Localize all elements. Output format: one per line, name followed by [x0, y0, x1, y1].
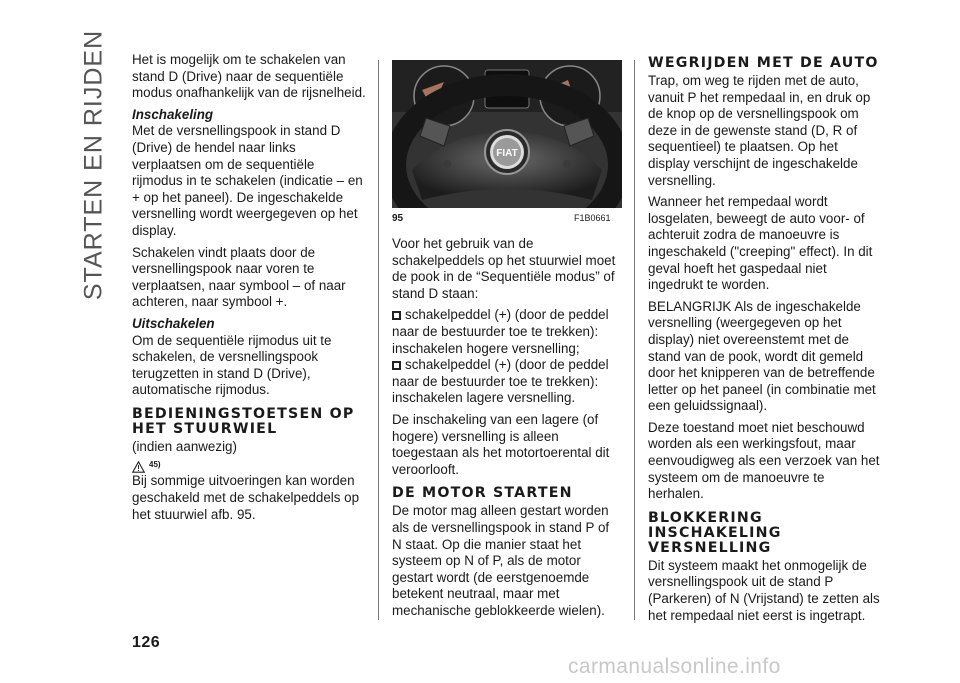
warning-reference [132, 455, 368, 473]
section-heading: BEDIENINGSTOETSEN OP HET STUURWIEL [132, 405, 355, 437]
column-divider [634, 60, 635, 620]
paragraph: Om de sequentiële rijmodus uit te schakelen, de versnellingspook terugzetten in stand D (Drive), automatische rijmodus. [132, 332, 332, 398]
paragraph: Trap, om weg te rijden met de auto, vanuit P het rempedaal in, en druk op de knop op de versnellingspook om deze in de gewenste stand (D, R of sequentieel) te plaatsen. Op het display verschijnt de ingeschakelde versnelling. [648, 73, 871, 188]
paragraph: Dit systeem maakt het onmogelijk de versnellingspook uit de stand P (Parkeren) of N (Vrijstand) te zetten als het rempedaal niet eerst is ingetrapt. [648, 557, 880, 623]
warning-ref-number: 45) [149, 459, 161, 469]
column-3 [648, 52, 880, 629]
steering-wheel-illustration [392, 60, 622, 208]
paragraph: Schakelen vindt plaats door de versnellingspook naar voren te verplaatsen, naar symbool – of naar achteren, naar symbool +. [132, 244, 346, 310]
bullet-icon [392, 311, 401, 320]
paragraph: Wanneer het rempedaal wordt losgelaten, beweegt de auto voor- of achteruit zodra de manoeuvre is ingeschakeld ("creeping" effect). In dit geval hoeft het gaspedaal niet ingedrukt te worden. [648, 194, 873, 293]
paragraph: BELANGRIJK Als de ingeschakelde versnelling (weergegeven op het display) niet overeenstemt met de stand van de pook, wordt dit gemeld door het knipperen van de betreffende letter op het paneel (in combinatie met een geluidssignaal). [648, 298, 876, 414]
watermark: carmanualsonline.info [568, 655, 781, 678]
page-number: 126 [132, 634, 161, 651]
section-heading: DE MOTOR STARTEN [392, 485, 573, 502]
paragraph: Voor het gebruik van de schakelpeddels op het stuurwiel moet de pook in de “Sequentiële modus” of stand D staan: [392, 236, 616, 301]
paragraph: De motor mag alleen gestart worden als de versnellingspook in stand P of N staat. Op die manier staat het systeem op N of P, als de motor gestart wordt (de eerstgenoemde betekent neutraal, maar met mechanische geblokkeerde wielen). [392, 503, 610, 618]
column-2 [392, 236, 622, 624]
paragraph: (indien aanwezig) [132, 438, 237, 454]
figure-code: F1B0661 [574, 213, 611, 223]
figure-steering-wheel [392, 60, 622, 208]
section-title-text: STARTEN EN RIJDEN [79, 29, 108, 301]
figure-number: 95 [392, 213, 404, 224]
bullet-item: schakelpeddel (+) (door de peddel naar de bestuurder toe te trekken): inschakelen lagere versnelling. [392, 357, 609, 406]
paragraph: Bij sommige uitvoeringen kan worden geschakeld met de schakelpeddels op het stuurwiel afb. 95. [132, 473, 360, 522]
section-heading: BLOKKERING INSCHAKELING VERSNELLING [648, 509, 782, 556]
bullet-icon [392, 361, 401, 370]
subheading: Inschakeling [132, 106, 214, 122]
section-heading: WEGRIJDEN MET DE AUTO [648, 55, 879, 71]
paragraph: Met de versnellingspook in stand D (Drive) de hendel naar links verplaatsen om de sequentiële rijmodus in te schakelen (indicatie – en + op het paneel). De ingeschakelde versnelling wordt weergegeven op het display. [132, 123, 363, 238]
column-1 [132, 52, 368, 528]
subheading: Uitschakelen [132, 315, 215, 331]
paragraph: Het is mogelijk om te schakelen van stand D (Drive) naar de sequentiële modus onafhankelijk van de rijsnelheid. [132, 52, 366, 101]
section-title [78, 29, 110, 301]
paragraph: De inschakeling van een lagere (of hogere) versnelling is alleen toegestaan als het motortoerental dit veroorlooft. [392, 411, 610, 477]
warning-icon [132, 461, 145, 473]
fiat-badge: FIAT [496, 148, 518, 159]
paragraph: Deze toestand moet niet beschouwd worden als een werkingsfout, maar eenvoudigweg als een verzoek van het systeem om de manoeuvre te herhalen. [648, 419, 880, 502]
column-divider [378, 60, 379, 620]
bullet-item: schakelpeddel (+) (door de peddel naar de bestuurder toe te trekken): inschakelen hogere versnelling; [392, 307, 609, 356]
display-unit: km/h [500, 89, 514, 95]
